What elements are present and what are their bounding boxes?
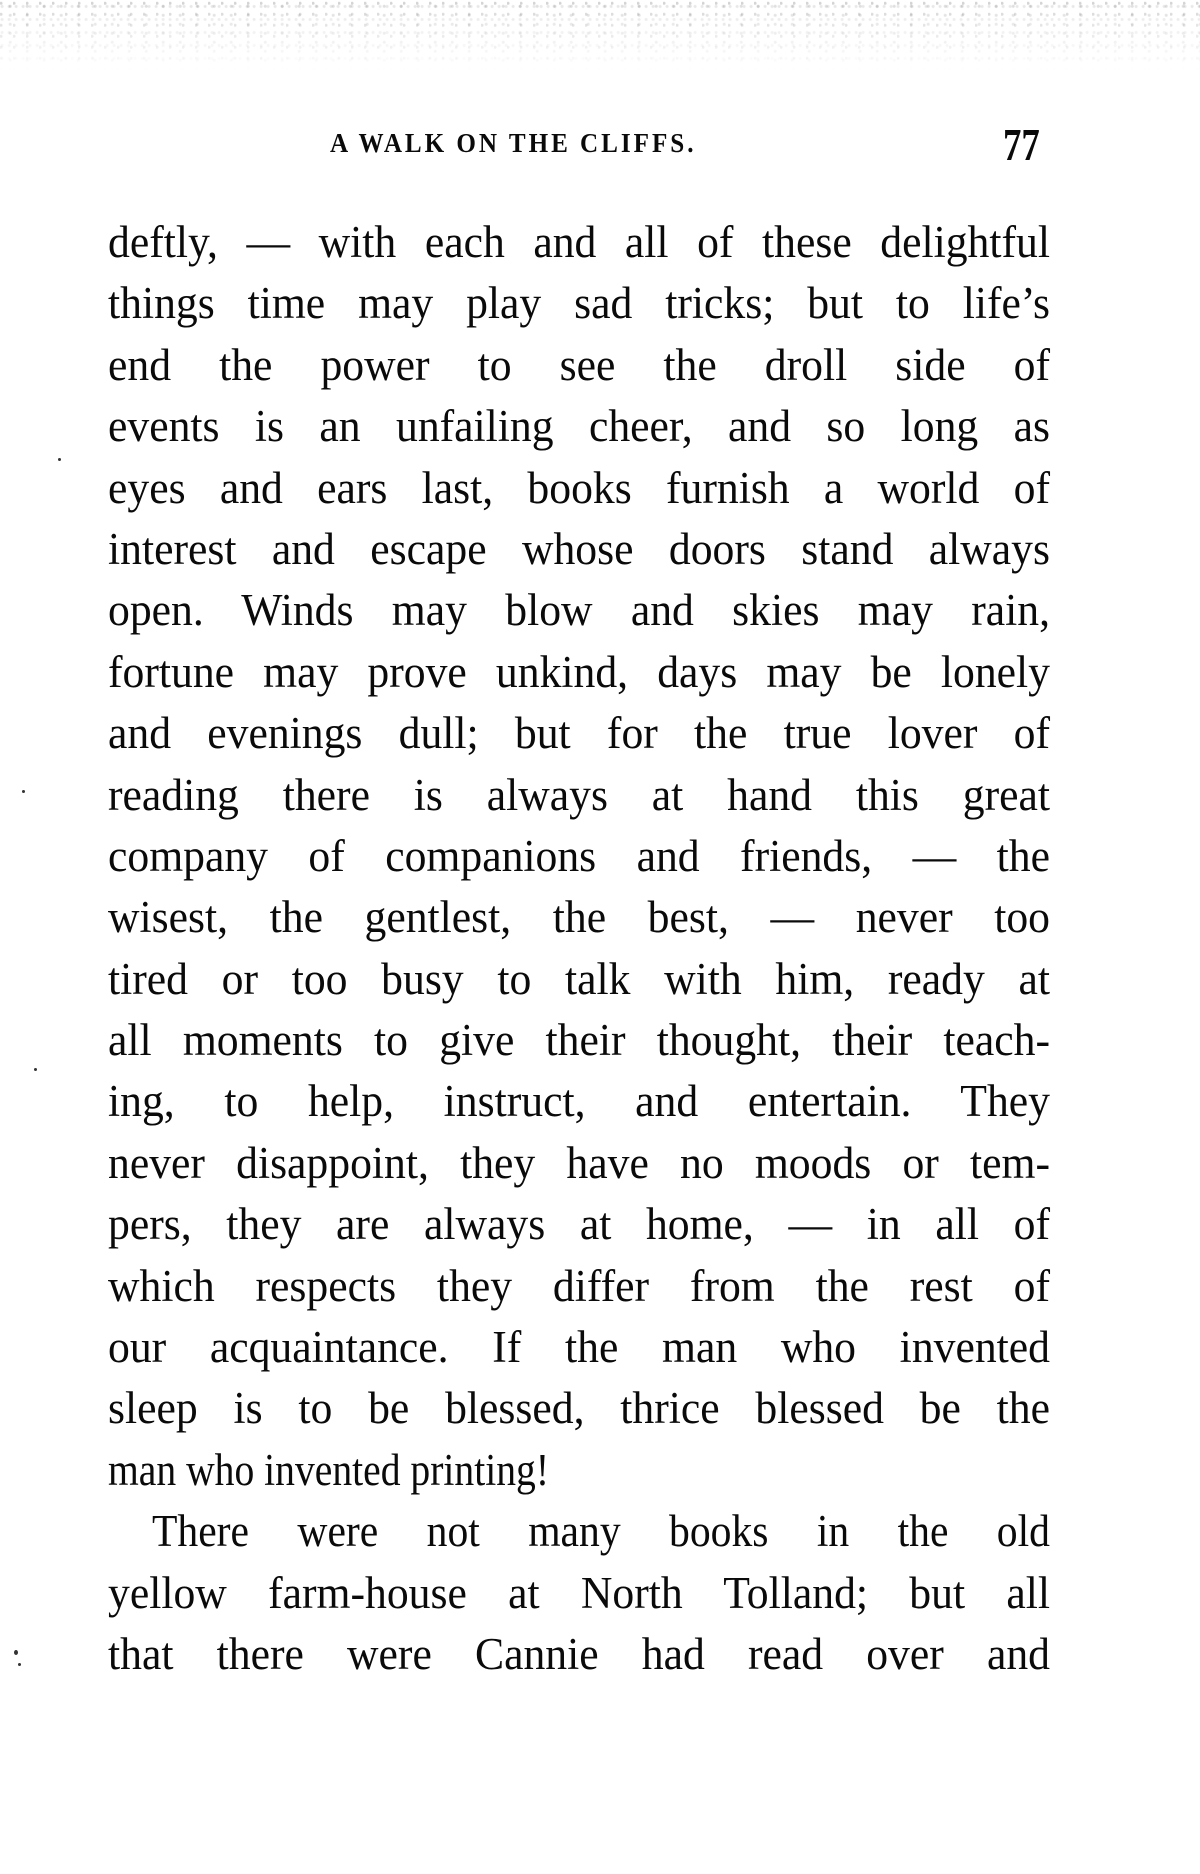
scan-speck xyxy=(18,1663,21,1666)
text-line: reading there is always at hand this great xyxy=(108,769,1050,820)
text-line: yellow farm-house at North Tolland; but all xyxy=(108,1567,1050,1618)
text-line: all moments to give their thought, their teach- xyxy=(108,1015,1050,1066)
text-line: company of companions and friends, — the xyxy=(108,830,1050,881)
text-line: events is an unfailing cheer, and so long as xyxy=(108,401,1050,452)
scan-speck xyxy=(22,790,25,793)
body-text xyxy=(108,212,1050,1685)
text-line: never disappoint, they have no moods or tem- xyxy=(108,1137,1050,1188)
text-line: fortune may prove unkind, days may be lonely xyxy=(108,646,1050,697)
text-line-paragraph-start: There were not many books in the old xyxy=(151,1506,1050,1557)
text-line: our acquaintance. If the man who invented xyxy=(108,1322,1050,1373)
running-head: A WALK ON THE CLIFFS. xyxy=(330,128,697,158)
text-line: eyes and ears last, books furnish a world of xyxy=(108,462,1050,513)
text-line: interest and escape whose doors stand always xyxy=(108,523,1050,574)
page-number: 77 xyxy=(1003,119,1040,170)
text-line: which respects they differ from the rest of xyxy=(108,1260,1050,1311)
text-line: ing, to help, instruct, and entertain. They xyxy=(108,1076,1050,1127)
text-line-paragraph-end: man who invented printing! xyxy=(108,1444,550,1495)
text-line: open. Winds may blow and skies may rain, xyxy=(108,585,1050,636)
scan-noise-band xyxy=(0,0,1200,70)
text-line: end the power to see the droll side of xyxy=(108,339,1050,390)
text-line: and evenings dull; but for the true lover of xyxy=(108,708,1050,759)
text-line: that there were Cannie had read over and xyxy=(108,1628,1050,1679)
scan-speck xyxy=(58,458,61,461)
scan-speck xyxy=(14,1650,18,1655)
text-line: pers, they are always at home, — in all of xyxy=(108,1199,1050,1250)
scan-speck xyxy=(34,1068,37,1071)
text-line: tired or too busy to talk with him, ready at xyxy=(108,953,1050,1004)
text-line: sleep is to be blessed, thrice blessed be the xyxy=(108,1383,1050,1434)
text-line: things time may play sad tricks; but to life’s xyxy=(108,278,1050,329)
text-line: deftly, — with each and all of these delightful xyxy=(108,217,1050,267)
text-line: wisest, the gentlest, the best, — never too xyxy=(108,892,1050,943)
